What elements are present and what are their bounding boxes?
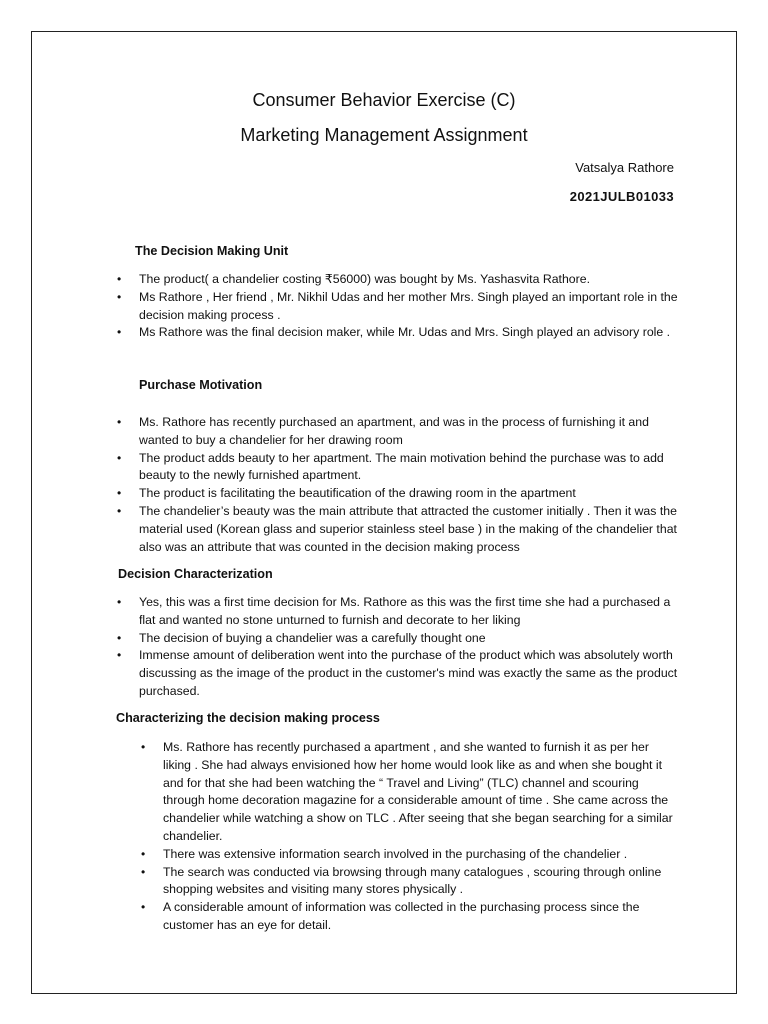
document-subtitle: Marketing Management Assignment (240, 125, 528, 145)
list-item: • A considerable amount of information was collected in the purchasing process since the customer has an eye for detail. (163, 899, 679, 935)
section-heading-characterizing-process: Characterizing the decision making process (116, 711, 380, 725)
list-item: • Ms Rathore , Her friend , Mr. Nikhil Udas and her mother Mrs. Singh played an important role in the decision making process . (139, 289, 679, 325)
characterizing-process-list (163, 739, 679, 935)
document-title: Consumer Behavior Exercise (C) (252, 90, 516, 110)
author-id: 2021JULB01033 (569, 189, 674, 204)
list-item: • There was extensive information search involved in the purchasing of the chandelier . (163, 846, 679, 864)
list-item: • Immense amount of deliberation went into the purchase of the product which was absolutely worth discussing as the image of the product in the customer's mind was exactly the same as the product purchased. (139, 647, 679, 700)
decision-characterization-list (139, 594, 679, 701)
list-item: • Yes, this was a first time decision for Ms. Rathore as this was the first time she had a purchased a flat and wanted no stone unturned to furnish and decorate to her liking (139, 594, 679, 630)
list-item: • Ms. Rathore has recently purchased a apartment , and she wanted to furnish it as per her liking . She had always envisioned how her home would look like as and when she bought it and for that she had been watching the “ Travel and Living” (TLC) channel and scouring through home decoration magazine for a considerable amount of time . She came across the chandelier while watching a show on TLC . After seeing that she began searching for a similar chandelier. (163, 739, 679, 846)
section-heading-purchase-motivation: Purchase Motivation (139, 378, 263, 392)
list-item: • The search was conducted via browsing through many catalogues , scouring through online shopping websites and visiting many stores physically . (163, 864, 679, 900)
list-item: • The chandelier’s beauty was the main attribute that attracted the customer initially . Then it was the material used (Korean glass and superior stainless steel base ) in the making of the chandelier that also was an attribute that was counted in the decision making process (139, 503, 679, 556)
section-heading-decision-making-unit: The Decision Making Unit (135, 244, 289, 258)
list-item: • The product adds beauty to her apartment. The main motivation behind the purchase was to add beauty to the newly furnished apartment. (139, 450, 679, 486)
list-item: • The decision of buying a chandelier was a carefully thought one (139, 630, 679, 648)
list-item: • The product is facilitating the beautification of the drawing room in the apartment (139, 485, 679, 503)
decision-making-unit-list (139, 271, 679, 342)
list-item: • Ms. Rathore has recently purchased an apartment, and was in the process of furnishing it and wanted to buy a chandelier for her drawing room (139, 414, 679, 450)
list-item: • The product( a chandelier costing ₹56000) was bought by Ms. Yashasvita Rathore. (139, 271, 679, 289)
author-name: Vatsalya Rathore (575, 160, 674, 175)
purchase-motivation-list (139, 414, 679, 556)
section-heading-decision-characterization: Decision Characterization (118, 567, 273, 581)
list-item: • Ms Rathore was the final decision maker, while Mr. Udas and Mrs. Singh played an advisory role . (139, 324, 679, 342)
